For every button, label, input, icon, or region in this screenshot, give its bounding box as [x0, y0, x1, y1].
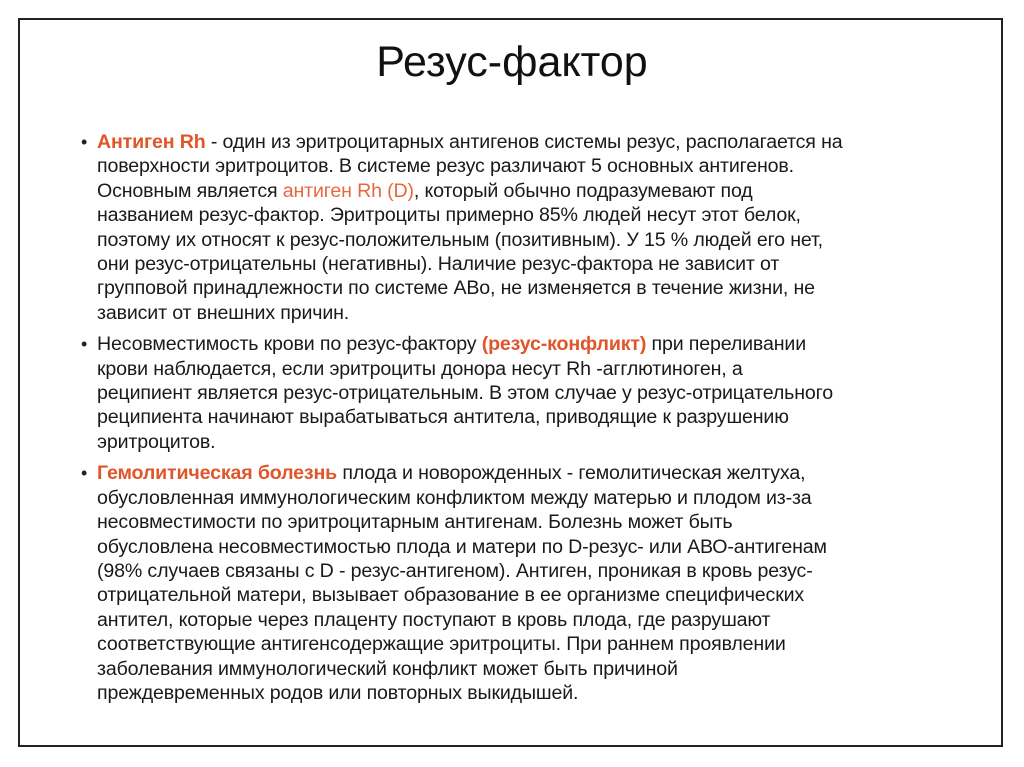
text-line [97, 535, 977, 559]
highlighted-term: (резус-конфликт) [481, 333, 647, 356]
text-line [97, 681, 977, 705]
text-segment: групповой принадлежности по системе АВо, не изменяется в течение жизни, не [97, 277, 815, 300]
text-segment: заболевания иммунологический конфликт может быть причиной [97, 657, 678, 680]
text-segment: реципиента начинают вырабатываться антитела, приводящие к разрушению [97, 406, 789, 429]
text-segment: преждевременных родов или повторных выкидышей. [97, 681, 579, 704]
text-segment: зависит от внешних причин. [97, 301, 350, 324]
highlighted-term: Гемолитическая болезнь [97, 462, 338, 485]
text-segment: обусловленная иммунологическим конфликтом между матерью и плодом из-за [97, 486, 812, 509]
slide-title: Резус-фактор [376, 38, 648, 86]
text-line [97, 154, 977, 178]
highlighted-term: Антиген Rh [97, 131, 206, 153]
text-line [97, 632, 977, 656]
text-line [97, 276, 977, 300]
text-segment: названием резус-фактор. Эритроциты примерно 85% людей несут этот белок, [97, 204, 801, 227]
text-line [97, 608, 977, 632]
text-line [97, 357, 977, 381]
bullet-list [81, 130, 977, 712]
text-line [97, 559, 977, 583]
text-segment: крови наблюдается, если эритроциты донора несут Rh -агглютиноген, а [97, 357, 743, 380]
bullet-item [81, 332, 977, 454]
bullet-dot-icon: • [81, 334, 88, 355]
text-segment: соответствующие антигенсодержащие эритроциты. При раннем проявлении [97, 633, 786, 656]
text-segment: поэтому их относят к резус-положительным (позитивным). У 15 % людей его нет, [97, 228, 823, 251]
text-segment: несовместимости по эритроцитарным антигенам. Болезнь может быть [97, 511, 733, 534]
text-segment: поверхности эритроцитов. В системе резус различают 5 основных антигенов. [97, 155, 794, 178]
bullet-dot-icon: • [81, 463, 88, 484]
text-line [97, 203, 977, 227]
text-line [97, 332, 977, 356]
text-segment: антител, которые через плаценту поступают в кровь плода, где разрушают [97, 608, 771, 631]
text-line [97, 405, 977, 429]
text-segment: реципиент является резус-отрицательным. В этом случае у резус-отрицательного [97, 382, 833, 405]
text-segment: - один из эритроцитарных антигенов системы резус, располагается на [205, 131, 843, 153]
text-segment: при переливании [646, 333, 806, 356]
text-segment: отрицательной матери, вызывает образование в ее организме специфических [97, 584, 805, 607]
text-segment: они резус-отрицательны (негативны). Наличие резус-фактора не зависит от [97, 253, 780, 276]
text-line [97, 228, 977, 252]
text-line [97, 301, 977, 325]
text-line [97, 252, 977, 276]
text-line [97, 179, 977, 203]
text-line [97, 130, 977, 154]
bullet-item [81, 461, 977, 705]
text-segment: (98% случаев связаны с D - резус-антигеном). Антиген, проникая в кровь резус- [97, 559, 813, 582]
text-segment: плода и новорожденных - гемолитическая желтуха, [337, 462, 806, 485]
text-line [97, 430, 977, 454]
text-line [97, 461, 977, 485]
text-segment: Основным является [97, 179, 283, 202]
text-line [97, 381, 977, 405]
text-segment: , который обычно подразумевают под [413, 179, 753, 202]
text-line [97, 510, 977, 534]
text-line [97, 657, 977, 681]
text-line [97, 486, 977, 510]
bullet-item [81, 130, 977, 325]
bullet-dot-icon: • [81, 132, 88, 152]
highlighted-term: антиген Rh (D) [282, 179, 414, 202]
text-segment: эритроцитов. [97, 430, 216, 453]
text-segment: обусловлена несовместимостью плода и матери по D-резус- или АВО-антигенам [97, 535, 827, 558]
text-segment: Несовместимость крови по резус-фактору [97, 333, 482, 356]
text-line [97, 583, 977, 607]
